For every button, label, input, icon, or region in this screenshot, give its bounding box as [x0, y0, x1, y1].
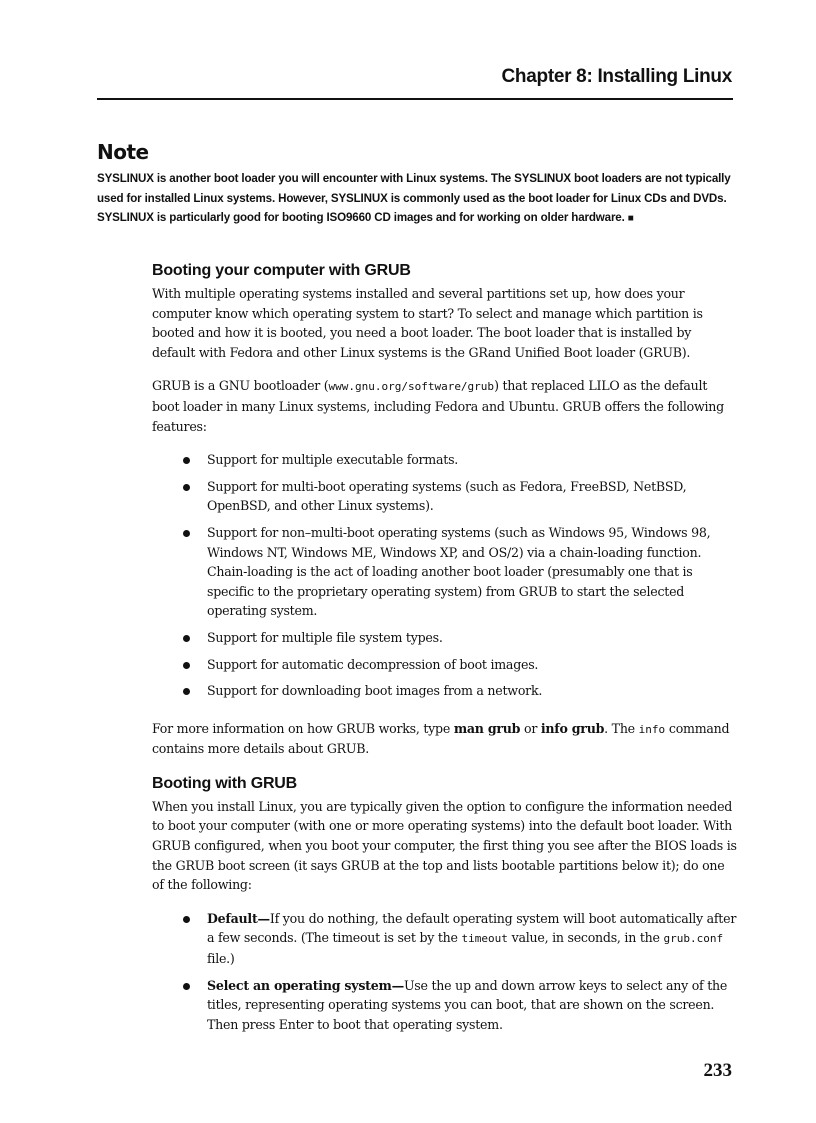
- text-run: file.): [207, 951, 235, 967]
- grub-features-list: [152, 450, 737, 701]
- text-run: or: [520, 720, 541, 736]
- chapter-running-head: Chapter 8: Installing Linux: [501, 66, 732, 87]
- term-default: Default—: [207, 910, 270, 926]
- text-run: command contains more details about GRUB.: [152, 720, 730, 757]
- text-run: Use the up and down arrow keys to select any of the titles, representing operating systems you can boot, that are shown on the screen. Then press Enter to boot that operating system.: [207, 977, 728, 1032]
- list-item: [152, 681, 737, 701]
- paragraph-more-info: [152, 719, 737, 759]
- list-item-text: Support for automatic decompression of boot images.: [207, 656, 539, 672]
- grub-options-list: [152, 909, 737, 1035]
- paragraph-grub-description: [152, 376, 737, 436]
- list-item-text: Support for multi-boot operating systems (such as Fedora, FreeBSD, NetBSD, OpenBSD, and other Linux systems).: [207, 478, 687, 514]
- command-info-grub: info grub: [540, 720, 605, 736]
- note-text: SYSLINUX is another boot loader you will encounter with Linux systems. The SYSLINUX boot loaders are not typically used for installed Linux systems. However, SYSLINUX is commonly used as the boot loader for Linux CDs and DVDs. SYSLINUX is particularly good for booting ISO9660 CD images and for working on older hardware.: [97, 172, 731, 225]
- note-body: [97, 169, 737, 229]
- bullet-icon: [183, 662, 190, 669]
- note-title: Note: [97, 140, 149, 164]
- command-man-grub: man grub: [453, 720, 521, 736]
- code-timeout: timeout: [461, 932, 508, 946]
- list-item: [152, 655, 737, 675]
- bullet-icon: [183, 484, 190, 491]
- note-box: [97, 140, 737, 229]
- bullet-icon: [183, 983, 190, 990]
- text-run: GRUB is a GNU bootloader (: [152, 378, 329, 394]
- list-item: [152, 477, 737, 516]
- text-run: If you do nothing, the default operating system will boot automatically after a few seconds. (The timeout is set by the: [207, 910, 737, 946]
- paragraph-boot-loader-intro: With multiple operating systems installed and several partitions set up, how does your computer know which operating system to start? To select and manage which partition is booted and how it is booted, you need a boot loader. The boot loader that is installed by default with Fedora and other Linux systems is the GRand Unified Boot loader (GRUB).: [152, 286, 703, 360]
- section-heading-booting-computer: Booting your computer with GRUB: [152, 262, 411, 279]
- text-run: value, in seconds, in the: [507, 930, 664, 946]
- paragraph-grub-boot-screen: When you install Linux, you are typically given the option to configure the information needed to boot your computer (with one or more operating systems) into the default boot loader. With GRUB configured, when you boot your computer, the first thing you see after the BIOS loads is the GRUB boot screen (it says GRUB at the top and lists bootable partitions below it); do one of the following:: [152, 798, 737, 893]
- list-item-text: Support for multiple file system types.: [207, 629, 443, 645]
- list-item: [152, 450, 737, 470]
- code-grub-conf: grub.conf: [663, 932, 724, 946]
- header-rule: [97, 98, 733, 100]
- list-item-text: Support for multiple executable formats.: [207, 452, 459, 468]
- bullet-icon: [183, 916, 190, 923]
- page-number: 233: [703, 1060, 732, 1081]
- list-item: [152, 523, 737, 621]
- list-item: [152, 628, 737, 648]
- grub-url-link[interactable]: www.gnu.org/software/grub: [328, 380, 495, 394]
- section-heading-booting-with-grub: Booting with GRUB: [152, 774, 298, 792]
- list-item: [152, 909, 737, 969]
- text-run: . The: [604, 720, 639, 736]
- list-item: [152, 976, 737, 1035]
- term-select-os: Select an operating system—: [207, 977, 404, 993]
- list-item-text: Support for non–multi-boot operating systems (such as Windows 95, Windows 98, Windows NT, Windows ME, Windows XP, and OS/2) via a chain-loading function. Chain-loading is the act of loading another boot loader (presumably one that is specific to the proprietary operating system) from GRUB to start the selected operating system.: [207, 524, 711, 619]
- bullet-icon: [183, 457, 190, 464]
- main-content: [152, 260, 737, 1052]
- text-run: For more information on how GRUB works, type: [152, 720, 454, 736]
- bullet-icon: [183, 688, 190, 695]
- note-end-mark-icon: ■: [627, 213, 634, 225]
- text-run: ) that replaced LILO as the default boot loader in many Linux systems, including Fedora and Ubuntu. GRUB offers the following features:: [152, 378, 724, 434]
- bullet-icon: [183, 635, 190, 642]
- list-item-text: Support for downloading boot images from a network.: [207, 683, 543, 699]
- bullet-icon: [183, 530, 190, 537]
- code-info: info: [638, 722, 666, 736]
